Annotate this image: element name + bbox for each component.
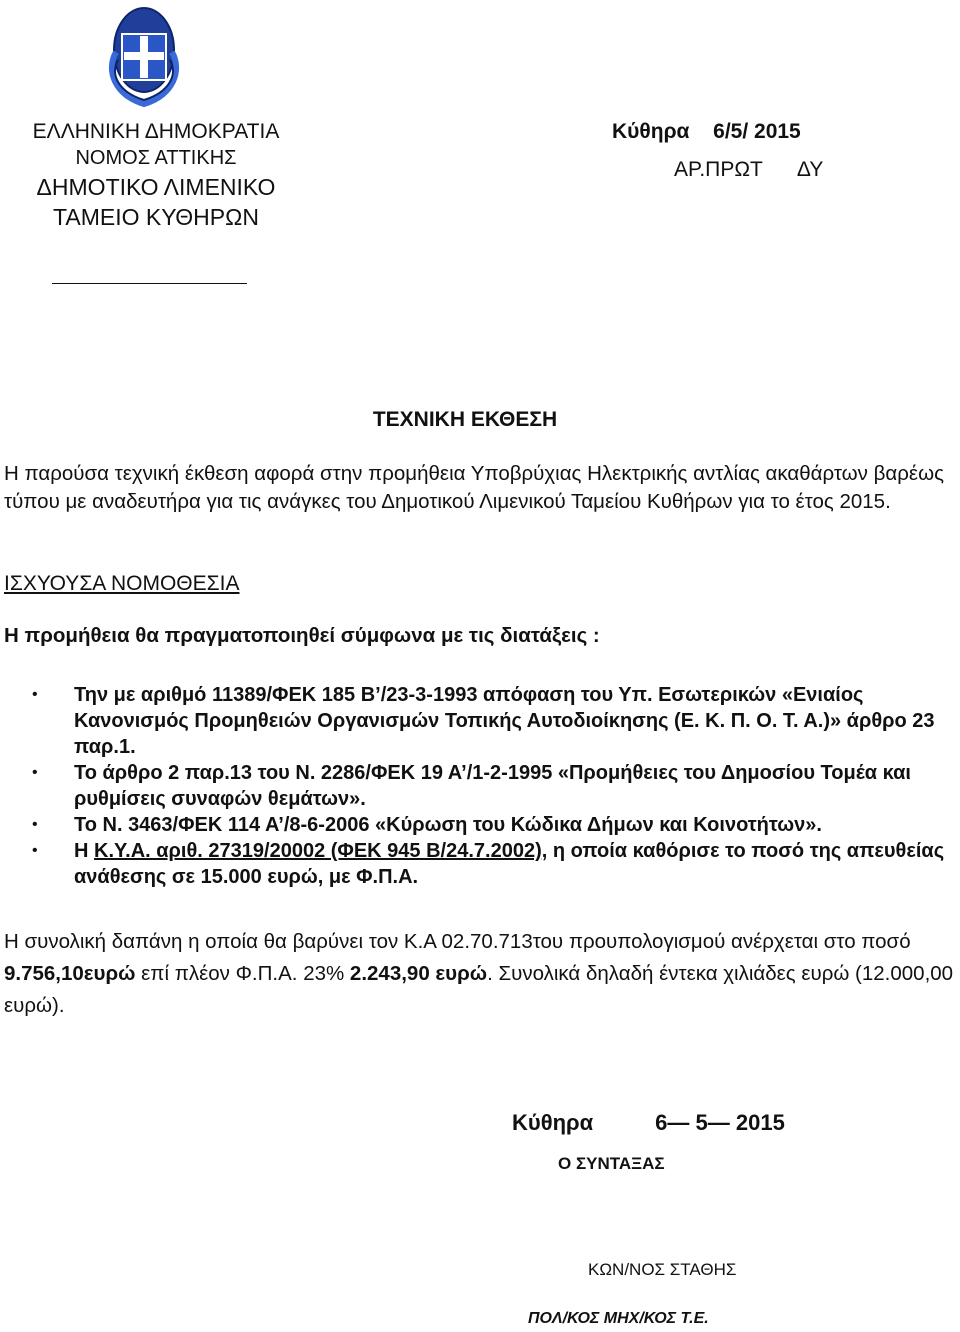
issuer-line-fund: ΤΑΜΕΙΟ ΚΥΘΗΡΩΝ — [53, 204, 259, 230]
signature-place: Κύθηρα — [512, 1110, 594, 1135]
signature-year: 2015 — [735, 1110, 785, 1135]
protocol-value: ΔΥ — [796, 158, 824, 181]
list-item: • Το άρθρο 2 παρ.13 του Ν. 2286/ΦΕΚ 19 Α’/1-2-1995 «Προμήθειες του Δημοσίου Τομέα και ρυθμίσεις συναφών θεμάτων». — [30, 760, 960, 812]
protocol-label: ΑΡ.ΠΡΩΤ — [674, 158, 763, 181]
header-place: Κύθηρα — [612, 120, 690, 143]
protocol-line — [612, 156, 842, 183]
signature-day: 6 — [655, 1110, 668, 1135]
legislation-lead: Η προμήθεια θα πραγματοποιηθεί σύμφωνα με τις διατάξεις : — [4, 624, 600, 647]
list-item-prefix: Η — [74, 840, 94, 862]
issuer-line-country: ΕΛΛΗΝΙΚΗ ΔΗΜΟΚΡΑΤΙΑ — [32, 120, 280, 143]
cost-amount: 9.756,10ευρώ — [4, 962, 136, 985]
signature-date: Κύθηρα 6— 5— 2015 — [512, 1110, 785, 1135]
intro-paragraph: Η παρούσα τεχνική έκθεση αφορά στην προμήθεια Υποβρύχιας Ηλεκτρικής αντλίας ακαθάρτων βαρέως τύπου με αναδευτήρα για τις ανάγκες του Δημοτικού Λιμενικού Ταμείου Κυθήρων για το έτος 2015. — [4, 462, 944, 513]
document-title: ΤΕΧΝΙΚΗ ΕΚΘΕΣΗ — [372, 408, 558, 431]
greek-coat-of-arms-icon — [96, 0, 192, 110]
signature-name: ΚΩΝ/ΝΟΣ ΣΤΑΘΗΣ — [588, 1260, 737, 1279]
legislation-list — [30, 682, 960, 890]
vat-amount: 2.243,90 ευρώ — [349, 962, 488, 985]
cost-paragraph — [4, 926, 954, 1022]
signature-month: 5 — [695, 1110, 708, 1135]
issuer-line-organization: ΔΗΜΟΤΙΚΟ ΛΙΜΕΝΙΚΟ — [36, 174, 276, 200]
list-item-suffix: , η οποία καθόρισε το ποσό της απευθείας ανάθεσης σε 15.000 ευρώ, με Φ.Π.Α. — [74, 840, 945, 888]
list-item — [30, 838, 960, 890]
list-item: • Το Ν. 3463/ΦΕΚ 114 Α’/8-6-2006 «Κύρωση του Κώδικα Δήμων και Κοινοτήτων». — [30, 812, 960, 838]
cost-text-1: Η συνολική δαπάνη η οποία θα βαρύνει τον Κ.Α 02.70.713του προυπολογισμού ανέρχεται στο ποσό — [4, 930, 911, 953]
date-line — [612, 118, 842, 145]
issuer-block — [8, 118, 304, 232]
date-protocol-block — [612, 118, 842, 183]
cost-text-2: επί πλέον Φ.Π.Α. 23% — [135, 962, 350, 985]
signature-title: ΠΟΛ/ΚΟΣ ΜΗΧ/ΚΟΣ Τ.Ε. — [528, 1310, 709, 1327]
header-date: 6/5/ 2015 — [713, 120, 801, 143]
signature-role: Ο ΣΥΝΤΑΞΑΣ — [558, 1154, 665, 1173]
legislation-heading: ΙΣΧΥΟΥΣΑ ΝΟΜΟΘΕΣΙΑ — [4, 572, 240, 595]
header-divider — [52, 283, 247, 284]
issuer-line-prefecture: ΝΟΜΟΣ ΑΤΤΙΚΗΣ — [75, 147, 237, 169]
list-item: • Την με αριθμό 11389/ΦΕΚ 185 Β’/23-3-1993 απόφαση του Υπ. Εσωτερικών «Ενιαίος Κανονισμός Προμηθειών Οργανισμών Τοπικής Αυτοδιοίκησης (Ε. Κ. Π. Ο. Τ. Α.)» άρθρο 23 παρ.1. — [30, 682, 960, 760]
cost-text-3: . Συνολικά δηλαδή έντεκα χιλιάδες ευρώ (12.000,00 ευρώ). — [4, 962, 954, 1017]
list-item-reference: Κ.Υ.Α. αριθ. 27319/20002 (ΦΕΚ 945 Β/24.7.2002) — [94, 840, 542, 862]
